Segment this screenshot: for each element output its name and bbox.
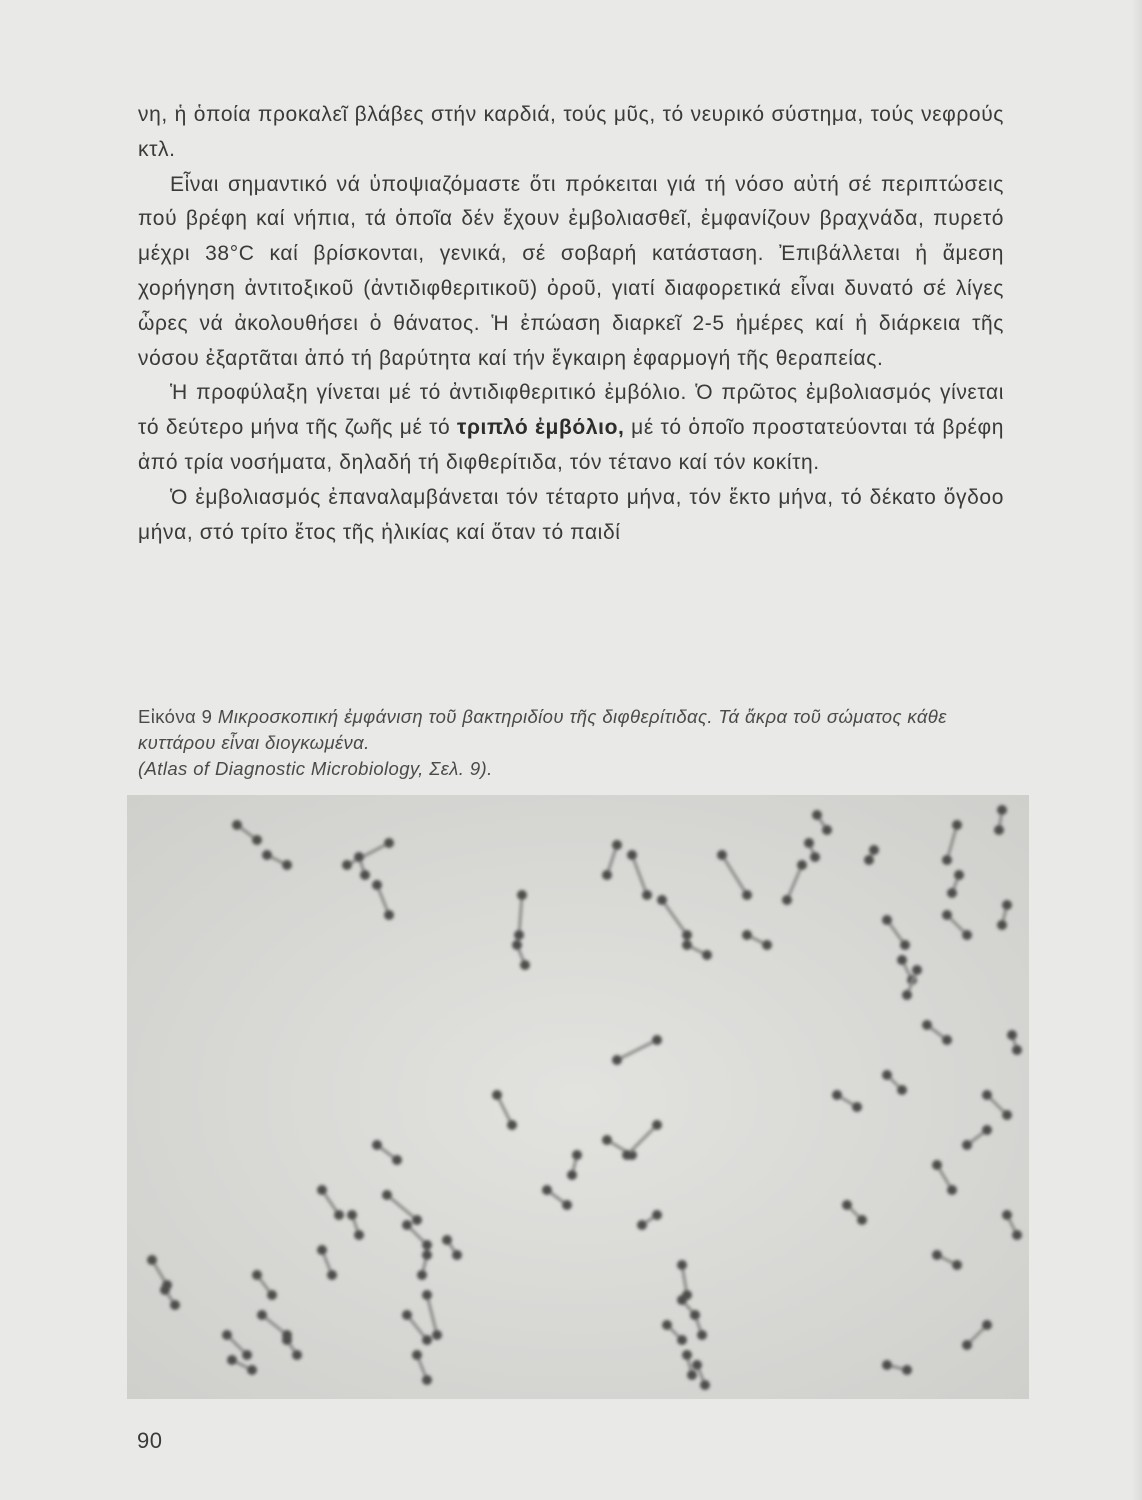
bacillus-swollen-end: [682, 940, 692, 950]
bacillus-swollen-end: [567, 1170, 577, 1180]
bacillus-swollen-end: [412, 1215, 422, 1225]
bacillus-swollen-end: [832, 1090, 842, 1100]
bacillus-swollen-end: [997, 920, 1007, 930]
bacillus-swollen-end: [422, 1375, 432, 1385]
bacillus-swollen-end: [622, 1150, 632, 1160]
bacillus-swollen-end: [682, 1350, 692, 1360]
bacillus-swollen-end: [717, 850, 727, 860]
bacillus-swollen-end: [422, 1335, 432, 1345]
bacillus-swollen-end: [677, 1335, 687, 1345]
bacillus-swollen-end: [442, 1235, 452, 1245]
bacillus-swollen-end: [170, 1300, 180, 1310]
bacillus-swollen-end: [812, 810, 822, 820]
bacillus-swollen-end: [952, 1260, 962, 1270]
bacillus-swollen-end: [262, 850, 272, 860]
bacillus-swollen-end: [822, 825, 832, 835]
bacillus-swollen-end: [902, 990, 912, 1000]
bacillus-swollen-end: [354, 1230, 364, 1240]
bacillus-swollen-end: [520, 960, 530, 970]
bacillus-swollen-end: [1002, 1210, 1012, 1220]
bacillus-swollen-end: [627, 850, 637, 860]
bacillus-swollen-end: [267, 1290, 277, 1300]
bacillus-swollen-end: [452, 1250, 462, 1260]
bacillus-swollen-end: [402, 1310, 412, 1320]
bacillus-swollen-end: [1007, 1030, 1017, 1040]
bacillus-swollen-end: [334, 1210, 344, 1220]
bacillus-swollen-end: [612, 1055, 622, 1065]
bacillus-swollen-end: [682, 930, 692, 940]
bacillus-swollen-end: [962, 1140, 972, 1150]
bacillus-swollen-end: [810, 852, 820, 862]
bacillus-swollen-end: [742, 930, 752, 940]
bacillus-swollen-end: [652, 1210, 662, 1220]
bacillus-swollen-end: [864, 855, 874, 865]
bacillus-swollen-end: [292, 1350, 302, 1360]
bacillus-swollen-end: [612, 840, 622, 850]
bacillus-swollen-end: [952, 820, 962, 830]
bacillus-swollen-end: [942, 1035, 952, 1045]
bacillus-swollen-end: [242, 1350, 252, 1360]
bacillus-swollen-end: [252, 1270, 262, 1280]
bacillus-swollen-end: [232, 820, 242, 830]
bacillus-swollen-end: [692, 1360, 702, 1370]
paragraph-1: νη, ἡ ὁποία προκαλεῖ βλάβες στήν καρδιά, τούς μῦς, τό νευρικό σύστημα, τούς νεφρούς κτλ.: [138, 103, 1004, 161]
bacillus-swollen-end: [507, 1120, 517, 1130]
bacillus-swollen-end: [782, 895, 792, 905]
bacillus-swollen-end: [222, 1330, 232, 1340]
bacillus-swollen-end: [642, 890, 652, 900]
bacillus-swollen-end: [947, 1185, 957, 1195]
bacillus-swollen-end: [384, 838, 394, 848]
bacillus-swollen-end: [392, 1155, 402, 1165]
bacillus-swollen-end: [700, 1380, 710, 1390]
bacillus-swollen-end: [852, 1102, 862, 1112]
bacillus-swollen-end: [962, 930, 972, 940]
bacillus-swollen-end: [147, 1255, 157, 1265]
bacillus-swollen-end: [542, 1185, 552, 1195]
figure-source: (Atlas of Diagnostic Microbiology, Σελ. 9).: [138, 758, 493, 779]
figure-label: Εἰκόνα 9: [138, 706, 213, 727]
paragraph-3-start: Ἡ προφύλαξη γίνεται μέ τό ἀντιδιφθεριτικό ἐμβόλιο. Ὁ πρῶτος ἐμβολιασμός γίνεται τό δεύτερο μήνα τῆς ζωῆς μέ τό: [138, 381, 1004, 440]
bacillus-swollen-end: [1002, 900, 1012, 910]
bacillus-swollen-end: [882, 915, 892, 925]
bacillus-swollen-end: [252, 835, 262, 845]
bacillus-swollen-end: [342, 860, 352, 870]
bacillus-swollen-end: [512, 940, 522, 950]
bacillus-swollen-end: [412, 1350, 422, 1360]
bacillus-swollen-end: [982, 1090, 992, 1100]
bacillus-swollen-end: [317, 1185, 327, 1195]
bacillus-swollen-end: [797, 860, 807, 870]
page-edge: [1132, 0, 1142, 1500]
bacillus-swollen-end: [360, 870, 370, 880]
bacillus-swollen-end: [662, 1320, 672, 1330]
page-number: 90: [137, 1428, 163, 1453]
bacillus-swollen-end: [882, 1360, 892, 1370]
bacillus-swollen-end: [897, 955, 907, 965]
bacillus-swollen-end: [762, 940, 772, 950]
bacillus-swollen-end: [602, 1135, 612, 1145]
bacillus-swollen-end: [942, 855, 952, 865]
figure-caption: [138, 704, 1004, 782]
bacillus-swollen-end: [962, 1340, 972, 1350]
bacillus-swollen-end: [742, 890, 752, 900]
bacillus-swollen-end: [514, 930, 524, 940]
bacillus-swollen-end: [902, 1365, 912, 1375]
bacillus-swollen-end: [947, 888, 957, 898]
bacillus-swollen-end: [900, 940, 910, 950]
paragraph-3-end: μέ τό ὁποῖο προστατεύονται τά βρέφη ἀπό τρία νοσήματα, δηλαδή τή διφθερίτιδα, τόν τέτανο καί τόν κοκίτη.: [138, 416, 1005, 474]
bacillus-swollen-end: [384, 910, 394, 920]
bacillus-swollen-end: [882, 1070, 892, 1080]
bacillus-swollen-end: [932, 1250, 942, 1260]
figure-description: Μικροσκοπική ἐμφάνιση τοῦ βακτηριδίου τῆς διφθερίτιδας. Τά ἄκρα τοῦ σώματος κάθε κυττάρου εἶναι διογκωμένα.: [138, 706, 947, 753]
bacillus-swollen-end: [372, 880, 382, 890]
bacillus-swollen-end: [227, 1355, 237, 1365]
bacillus-swollen-end: [282, 860, 292, 870]
bacillus-swollen-end: [402, 1220, 412, 1230]
bacillus-swollen-end: [702, 950, 712, 960]
micrograph-image: [127, 795, 1029, 1399]
bacillus-swollen-end: [422, 1250, 432, 1260]
paragraph-4: Ὁ ἐμβολιασμός ἐπαναλαμβάνεται τόν τέταρτο μήνα, τόν ἕκτο μήνα, τό δέκατο ὄγδοο μήνα, στό τρίτο ἔτος τῆς ἡλικίας καί ὅταν τό παιδί: [138, 485, 1004, 544]
bacillus-swollen-end: [422, 1240, 432, 1250]
bacillus-swollen-end: [954, 870, 964, 880]
bacillus-swollen-end: [562, 1200, 572, 1210]
bacillus-swollen-end: [912, 965, 922, 975]
bacillus-swollen-end: [657, 895, 667, 905]
bacillus-swollen-end: [247, 1365, 257, 1375]
bacillus-swollen-end: [804, 838, 814, 848]
bacillus-swollen-end: [637, 1220, 647, 1230]
bacillus-swollen-end: [1002, 1110, 1012, 1120]
bacillus-swollen-end: [382, 1190, 392, 1200]
micrograph-photo: [127, 795, 1029, 1399]
bold-term-triple-vaccine: τριπλό ἐμβόλιο,: [456, 416, 625, 440]
bacillus-swollen-end: [347, 1210, 357, 1220]
bacillus-swollen-end: [677, 1295, 687, 1305]
bacillus-swollen-end: [257, 1310, 267, 1320]
bacillus-swollen-end: [687, 1370, 697, 1380]
bacillus-swollen-end: [354, 852, 364, 862]
bacillus-swollen-end: [690, 1310, 700, 1320]
bacillus-swollen-end: [652, 1120, 662, 1130]
bacillus-swollen-end: [422, 1290, 432, 1300]
bacillus-swollen-end: [317, 1245, 327, 1255]
bacillus-swollen-end: [432, 1330, 442, 1340]
body-text: [138, 98, 1004, 550]
bacillus-swollen-end: [602, 870, 612, 880]
bacillus-swollen-end: [897, 1085, 907, 1095]
bacillus-swollen-end: [282, 1335, 292, 1345]
bacillus-swollen-end: [417, 1270, 427, 1280]
bacillus-swollen-end: [869, 845, 879, 855]
bacillus-swollen-end: [857, 1215, 867, 1225]
bacillus-swollen-end: [982, 1320, 992, 1330]
bacillus-swollen-end: [994, 825, 1004, 835]
bacillus-swollen-end: [572, 1150, 582, 1160]
bacillus-swollen-end: [997, 805, 1007, 815]
paragraph-3: [138, 376, 1004, 480]
bacillus-swollen-end: [492, 1090, 502, 1100]
bacillus-swollen-end: [922, 1020, 932, 1030]
bacillus-swollen-end: [932, 1160, 942, 1170]
bacillus-swollen-end: [160, 1285, 170, 1295]
bacillus-swollen-end: [982, 1125, 992, 1135]
bacillus-swollen-end: [842, 1200, 852, 1210]
bacillus-swollen-end: [327, 1270, 337, 1280]
bacillus-swollen-end: [942, 910, 952, 920]
bacillus-swollen-end: [1012, 1045, 1022, 1055]
bacillus-swollen-end: [372, 1140, 382, 1150]
bacillus-swollen-end: [1012, 1230, 1022, 1240]
paragraph-2: Εἶναι σημαντικό νά ὑποψιαζόμαστε ὅτι πρόκειται γιά τή νόσο αὐτή σέ περιπτώσεις πού βρέφη καί νήπια, τά ὁποῖα δέν ἔχουν ἐμβολιασθεῖ, ἐμφανίζουν βραχνάδα, πυρετό μέχρι 38°C καί βρίσκονται, γενικά, σέ σοβαρή κατάσταση. Ἐπιβάλλεται ἡ ἄμεση χορήγηση ἀντιτοξικοῦ (ἀντιδιφθεριτικοῦ) ὀροῦ, γιατί διαφορετικά εἶναι δυνατό σέ λίγες ὧρες νά ἀκολουθήσει ὁ θάνατος. Ἡ ἐπώαση διαρκεῖ 2-5 ἡμέρες καί ἡ διάρκεια τῆς νόσου ἐξαρτᾶται ἀπό τή βαρύτητα καί τήν ἔγκαιρη ἐφαρμογή τῆς θεραπείας.: [138, 172, 1004, 370]
bacillus-swollen-end: [652, 1035, 662, 1045]
bacillus-swollen-end: [517, 890, 527, 900]
bacillus-swollen-end: [677, 1260, 687, 1270]
bacillus-swollen-end: [697, 1330, 707, 1340]
